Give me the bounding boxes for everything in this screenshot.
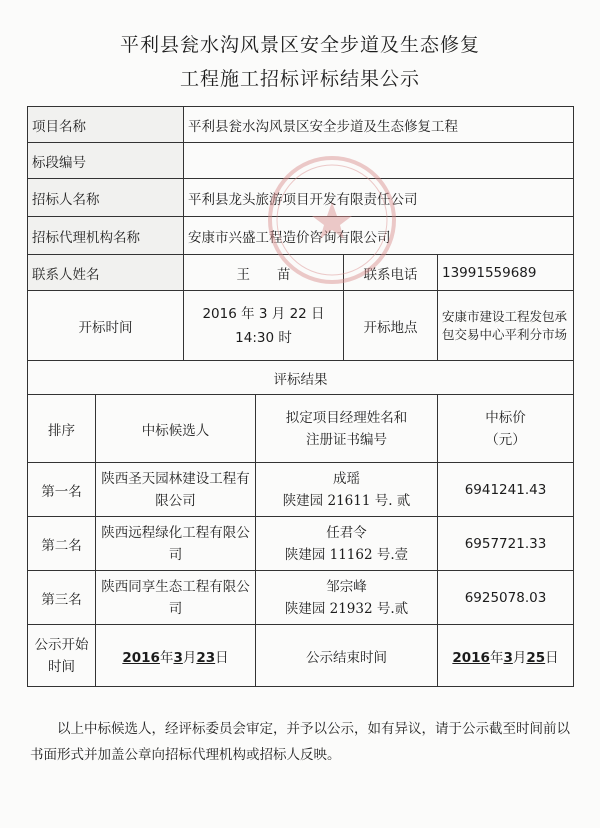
publicity-start-date xyxy=(96,625,256,687)
end-day: 25 xyxy=(526,649,546,666)
section-no-value xyxy=(184,143,574,179)
row-price: 6941241.43 xyxy=(438,463,574,517)
phone-value: 13991559689 xyxy=(438,255,574,291)
row-manager xyxy=(256,517,438,571)
open-place-label: 开标地点 xyxy=(344,291,438,361)
header-price-line2: （元） xyxy=(485,431,526,448)
row-price: 6925078.03 xyxy=(438,571,574,625)
tenderer-value: 平利县龙头旅游项目开发有限责任公司 xyxy=(184,179,574,217)
publicity-end-label: 公示结束时间 xyxy=(256,625,438,687)
row-tenderer xyxy=(28,179,574,217)
agency-value: 安康市兴盛工程造价咨询有限公司 xyxy=(184,217,574,255)
start-year: 2016 xyxy=(122,649,160,666)
row-agency xyxy=(28,217,574,255)
year-unit: 年 xyxy=(489,649,504,666)
section-no-label: 标段编号 xyxy=(28,143,184,179)
contact-label: 联系人姓名 xyxy=(28,255,184,291)
open-place-value: 安康市建设工程发包承包交易中心平利分市场 xyxy=(438,291,574,361)
month-unit: 月 xyxy=(512,649,527,666)
row-project-name xyxy=(28,107,574,143)
table-row xyxy=(28,571,574,625)
table-row xyxy=(28,463,574,517)
year-unit: 年 xyxy=(159,649,174,666)
publicity-end-date xyxy=(438,625,574,687)
end-month: 3 xyxy=(503,649,513,666)
row-contact xyxy=(28,255,574,291)
header-manager xyxy=(256,395,438,463)
result-table xyxy=(27,106,574,687)
row-candidate: 陕西远程绿化工程有限公司 xyxy=(96,517,256,571)
start-month: 3 xyxy=(173,649,183,666)
document-title-line1: 平利县瓮水沟风景区安全步道及生态修复 xyxy=(119,34,480,56)
row-candidate: 陕西圣天园林建设工程有限公司 xyxy=(96,463,256,517)
manager-cert: 陕建园 21932 号.贰 xyxy=(284,600,409,617)
row-rank: 第一名 xyxy=(28,463,96,517)
start-day: 23 xyxy=(196,649,216,666)
row-publicity xyxy=(28,625,574,687)
day-unit: 日 xyxy=(545,649,559,666)
manager-cert: 陕建园 21611 号. 贰 xyxy=(282,492,411,509)
open-time-date: 2016 年 3 月 22 日 xyxy=(202,305,325,322)
header-rank: 排序 xyxy=(28,395,96,463)
project-name-value: 平利县瓮水沟风景区安全步道及生态修复工程 xyxy=(184,107,574,143)
contact-value: 王 苗 xyxy=(184,255,344,291)
document-title-line2: 工程施工招标评标结果公示 xyxy=(179,68,420,90)
row-candidate: 陕西同享生态工程有限公司 xyxy=(96,571,256,625)
tenderer-label: 招标人名称 xyxy=(28,179,184,217)
manager-cert: 陕建园 11162 号.壹 xyxy=(284,546,409,563)
row-price: 6957721.33 xyxy=(438,517,574,571)
end-year: 2016 xyxy=(452,649,490,666)
header-candidate: 中标候选人 xyxy=(96,395,256,463)
header-manager-line2: 注册证书编号 xyxy=(306,431,387,448)
month-unit: 月 xyxy=(182,649,197,666)
row-rank: 第三名 xyxy=(28,571,96,625)
phone-label: 联系电话 xyxy=(344,255,438,291)
results-header-row xyxy=(28,395,574,463)
row-section-no xyxy=(28,143,574,179)
manager-name: 成瑶 xyxy=(333,470,360,487)
open-time-hour: 14:30 时 xyxy=(235,329,292,346)
project-name-label: 项目名称 xyxy=(28,107,184,143)
manager-name: 邹宗峰 xyxy=(326,578,367,595)
results-section-title: 评标结果 xyxy=(28,361,574,395)
header-price-line1: 中标价 xyxy=(485,409,526,426)
open-time-cell xyxy=(184,291,344,361)
row-manager xyxy=(256,463,438,517)
header-price xyxy=(438,395,574,463)
row-results-title xyxy=(28,361,574,395)
open-time-label: 开标时间 xyxy=(28,291,184,361)
row-rank: 第二名 xyxy=(28,517,96,571)
day-unit: 日 xyxy=(215,649,229,666)
agency-label: 招标代理机构名称 xyxy=(28,217,184,255)
row-open-time xyxy=(28,291,574,361)
row-manager xyxy=(256,571,438,625)
table-row xyxy=(28,517,574,571)
publicity-start-label: 公示开始时间 xyxy=(28,625,96,687)
notice-paragraph: 以上中标候选人，经评标委员会审定，并予以公示，如有异议，请于公示截至时间前以书面形式并加盖公章向招标代理机构或招标人反映。 xyxy=(30,721,570,763)
manager-name: 任君令 xyxy=(326,524,367,541)
header-manager-line1: 拟定项目经理姓名和 xyxy=(285,409,408,426)
